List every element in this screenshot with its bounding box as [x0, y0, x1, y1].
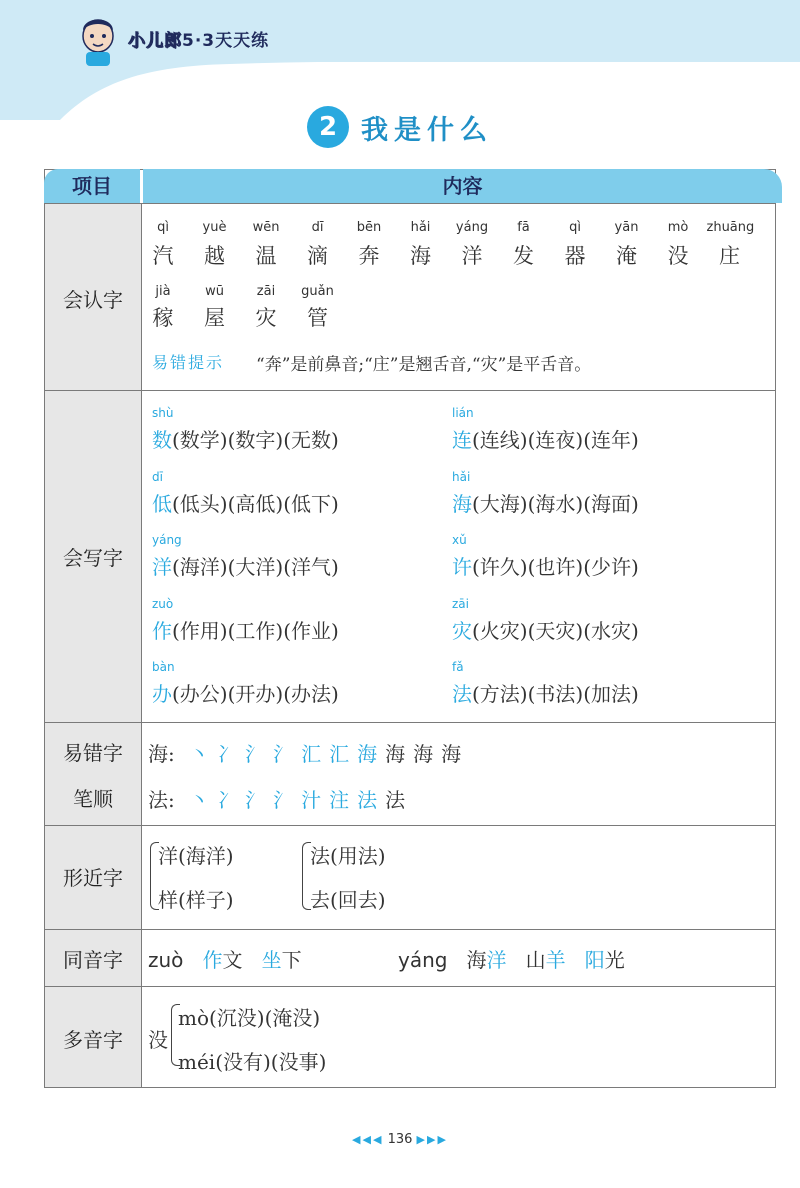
stroke-lead-hai: 海: — [148, 742, 175, 766]
write-word-line — [452, 551, 639, 580]
pinyin-label: wū — [205, 284, 224, 299]
stroke-step: 海 — [385, 742, 406, 766]
write-char: 作 — [152, 618, 172, 643]
stroke-step: 法 — [357, 788, 378, 812]
stroke-lead-fa: 法: — [148, 788, 175, 812]
recognize-char: 管 — [307, 306, 328, 330]
recognize-char: 发 — [513, 244, 534, 268]
stroke-order-hai — [148, 738, 461, 767]
write-words: (许久)(也许)(少许) — [472, 555, 639, 579]
row-label-stroke-b: 笔顺 — [73, 787, 113, 811]
pinyin-label: zāi — [256, 284, 276, 299]
stroke-step: 汇 — [301, 742, 322, 766]
pinyin-label: dī — [152, 469, 163, 484]
lesson-heading — [0, 106, 800, 148]
recognize-char: 汽 — [152, 244, 174, 268]
row-divider — [44, 825, 776, 826]
pinyin-label: hǎi — [410, 220, 431, 235]
row-divider — [44, 203, 776, 204]
pinyin-label: qì — [569, 220, 581, 235]
recognize-char: 稼 — [152, 306, 174, 330]
pinyin-label: zāi — [452, 596, 469, 611]
recognize-char: 海 — [410, 244, 431, 268]
stroke-step: 冫 — [217, 742, 238, 766]
write-word-line — [452, 678, 639, 707]
write-word-line — [152, 678, 339, 707]
header-content: 内容 — [143, 169, 782, 203]
tip-text: “奔”是前鼻音;“庄”是翘舌音,“灾”是平舌音。 — [256, 355, 592, 375]
recognize-char: 奔 — [358, 244, 380, 268]
stroke-step: 氵 — [273, 742, 294, 766]
write-words: (低头)(高低)(低下) — [172, 491, 339, 516]
homophone-zuo: zuò 作文 坐下 — [148, 948, 302, 972]
row-label-similar: 形近字 — [63, 866, 123, 890]
stroke-step: 海 — [357, 742, 378, 766]
row-divider — [44, 722, 776, 723]
pinyin-label: yān — [614, 220, 639, 235]
pinyin-label: zhuāng — [706, 220, 755, 235]
pinyin-label: qì — [157, 220, 169, 235]
header-wave — [0, 0, 800, 120]
stroke-step: 法 — [385, 788, 406, 812]
pinyin-label: jià — [155, 284, 171, 299]
stroke-order-fa — [148, 784, 405, 813]
pinyin-label: fǎ — [452, 660, 464, 674]
pinyin-label: yáng — [455, 220, 489, 235]
homophone-yang: yáng 海洋 山羊 阳光 — [398, 948, 625, 972]
write-words: (方法)(书法)(加法) — [472, 682, 639, 706]
write-word-line — [152, 551, 339, 580]
stroke-step: 海 — [413, 742, 434, 766]
recognize-char: 灾 — [255, 306, 277, 330]
similar-1a: 洋(海洋) — [158, 844, 234, 868]
stroke-step: 氵 — [245, 788, 266, 812]
stroke-step: 氵 — [273, 788, 294, 812]
row-label-homophone: 同音字 — [63, 948, 123, 972]
write-char: 连 — [452, 428, 472, 452]
write-words: (办公)(开办)(办法) — [172, 682, 339, 706]
write-char: 灾 — [452, 618, 472, 643]
write-words: (海洋)(大洋)(洋气) — [172, 555, 339, 579]
stroke-step: 冫 — [217, 788, 238, 812]
stroke-step: 丶 — [189, 788, 210, 812]
stroke-step: 海 — [441, 742, 462, 766]
row-divider — [44, 929, 776, 930]
similar-2b: 去(回去) — [310, 888, 386, 912]
write-words: (大海)(海水)(海面) — [472, 491, 639, 516]
recognize-char: 越 — [204, 244, 225, 268]
row-label-poly: 多音字 — [63, 1028, 123, 1052]
poly-reading-1: mò(沉没)(淹没) — [178, 1006, 321, 1030]
recognize-char: 屋 — [204, 306, 225, 330]
pinyin-label: hǎi — [452, 469, 471, 484]
stroke-step: 汁 — [301, 788, 322, 812]
pinyin-label: lián — [452, 406, 474, 420]
write-char: 海 — [452, 491, 472, 516]
tip-label: 易错提示 — [152, 353, 225, 372]
write-char: 数 — [152, 428, 172, 452]
pinyin-label: zuò — [152, 596, 174, 611]
row-label-write: 会写字 — [63, 546, 123, 570]
pinyin-label: bēn — [356, 220, 382, 235]
pinyin-label: guǎn — [301, 284, 334, 299]
row-label-stroke-a: 易错字 — [63, 741, 123, 765]
stroke-step: 氵 — [245, 742, 266, 766]
recognize-char: 洋 — [461, 244, 483, 268]
brand-title: 小儿郎5·3天天练 — [128, 31, 270, 51]
pinyin-label: dī — [311, 220, 324, 235]
recognize-char: 滴 — [307, 244, 328, 268]
pinyin-label: yuè — [202, 220, 227, 235]
stroke-step: 注 — [329, 788, 350, 812]
pinyin-label: wēn — [252, 220, 280, 235]
write-char: 许 — [452, 555, 472, 579]
write-word-line — [452, 615, 639, 644]
lesson-title: 我是什么 — [361, 114, 493, 146]
write-char: 办 — [152, 682, 172, 706]
header-item: 项目 — [44, 169, 140, 203]
write-char: 法 — [452, 682, 472, 706]
pinyin-label: xǔ — [452, 533, 467, 547]
mascot-boy-icon — [76, 12, 120, 66]
pinyin-label: fā — [517, 220, 530, 235]
poly-reading-2: méi(没有)(没事) — [178, 1050, 327, 1074]
recognize-char: 庄 — [719, 244, 740, 268]
page-number: 136 — [387, 1132, 413, 1147]
write-words: (火灾)(天灾)(水灾) — [472, 618, 639, 643]
write-word-line — [452, 424, 639, 453]
write-words: (连线)(连夜)(连年) — [472, 428, 639, 452]
write-words: (作用)(工作)(作业) — [172, 618, 339, 643]
pinyin-label: shù — [152, 406, 174, 420]
write-char: 洋 — [152, 555, 172, 579]
pinyin-label: yáng — [152, 533, 182, 547]
stroke-step: 汇 — [329, 742, 350, 766]
pinyin-label: mò — [667, 220, 689, 235]
recognize-char: 没 — [667, 244, 689, 268]
poly-char: 没 — [148, 1028, 168, 1052]
write-word-line — [152, 488, 339, 517]
stroke-step: 丶 — [189, 742, 210, 766]
similar-2a: 法(用法) — [310, 844, 386, 868]
row-divider — [44, 986, 776, 987]
similar-1b: 样(样子) — [158, 888, 234, 912]
write-words: (数学)(数字)(无数) — [172, 428, 339, 452]
recognize-char: 器 — [564, 244, 586, 268]
page-footer: ◀◀◀ 136 ▶▶▶ — [352, 1132, 448, 1147]
recognize-char: 淹 — [616, 244, 637, 268]
recognize-char: 温 — [255, 244, 277, 268]
row-label-recognize: 会认字 — [63, 288, 123, 312]
write-word-line — [152, 615, 339, 644]
write-word-line — [152, 424, 339, 453]
write-word-line — [452, 488, 639, 517]
lesson-number: 2 — [307, 106, 349, 148]
row-divider — [44, 390, 776, 391]
write-char: 低 — [152, 491, 172, 516]
pinyin-label: bàn — [152, 660, 175, 674]
